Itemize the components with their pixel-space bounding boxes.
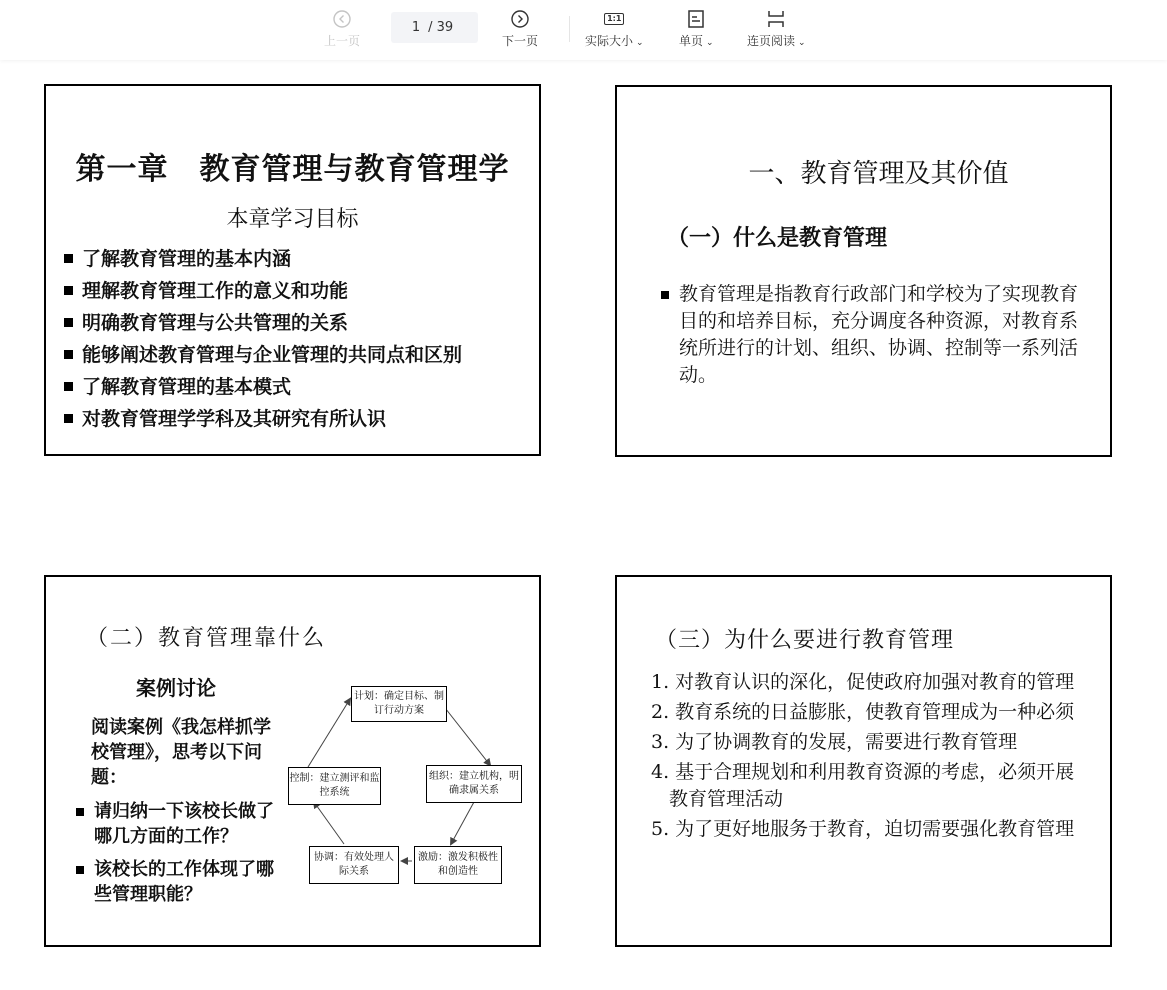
single-page-label: 单页 [679, 34, 704, 48]
slide-1 [44, 84, 541, 456]
bullet-icon [64, 318, 73, 327]
next-page-label: 下一页 [502, 34, 539, 48]
chevron-down-icon: ⌄ [636, 38, 644, 48]
cycle-box-organize: 组织：建立机构，明确隶属关系 [426, 765, 522, 803]
chevron-right-circle-icon [510, 8, 530, 30]
cycle-box-coordinate: 协调：有效处理人际关系 [309, 846, 399, 884]
chevron-left-circle-icon [332, 8, 352, 30]
page-number-field[interactable] [391, 12, 478, 43]
question-item: 该校长的工作体现了哪些管理职能？ [76, 857, 281, 907]
slide-title: （三）为什么要进行教育管理 [655, 628, 955, 653]
cycle-box-control: 控制：建立测评和监控系统 [288, 767, 381, 805]
single-page-button[interactable] [679, 8, 714, 49]
list-item: 5. 为了更好地服务于教育，迫切需要强化教育管理 [651, 818, 1075, 840]
continuous-reading-button[interactable] [747, 8, 806, 49]
management-cycle-arrows [46, 577, 539, 945]
reasons-list [651, 669, 1091, 846]
actual-size-button[interactable] [585, 8, 644, 49]
list-item: 明确教育管理与公共管理的关系 [64, 307, 462, 339]
actual-size-icon: 1:1 [604, 8, 624, 30]
viewer-toolbar [0, 0, 1167, 60]
list-item: 4. 基于合理规划和利用教育资源的考虑，必须开展教育管理活动 [651, 761, 1075, 810]
slide-subtitle: 案例讨论 [136, 676, 216, 700]
slide-2 [615, 85, 1112, 457]
question-item: 请归纳一下该校长做了哪几方面的工作？ [76, 799, 281, 849]
toolbar-divider [569, 16, 570, 42]
list-item: 2. 教育系统的日益膨胀，使教育管理成为一种必须 [651, 701, 1075, 723]
list-item: 能够阐述教育管理与企业管理的共同点和区别 [64, 339, 462, 371]
slide-title: 第一章 教育管理与教育管理学 [75, 152, 510, 187]
slide-3 [44, 575, 541, 947]
slide-subtitle: 本章学习目标 [226, 207, 359, 232]
current-page[interactable]: 1 [411, 20, 421, 35]
list-item: 对教育管理学学科及其研究有所认识 [64, 403, 462, 435]
slide-title: （二）教育管理靠什么 [86, 626, 327, 651]
list-item: 3. 为了协调教育的发展，需要进行教育管理 [651, 731, 1018, 753]
chevron-down-icon: ⌄ [706, 38, 714, 48]
reading-prompt: 阅读案例《我怎样抓学校管理》，思考以下问题： [91, 717, 271, 788]
list-item: 1. 对教育认识的深化，促使政府加强对教育的管理 [651, 671, 1075, 693]
actual-size-label: 实际大小 [585, 34, 634, 48]
continuous-page-icon [766, 8, 786, 30]
bullet-icon [64, 414, 73, 423]
total-pages: / 39 [428, 20, 454, 35]
slide-4 [615, 575, 1112, 947]
bullet-icon [64, 286, 73, 295]
bullet-icon [64, 350, 73, 359]
chevron-down-icon: ⌄ [798, 38, 806, 48]
prev-page-label: 上一页 [324, 34, 361, 48]
slide-title: 一、教育管理及其价值 [748, 159, 1009, 189]
objectives-list [64, 243, 462, 435]
prev-page-button[interactable] [324, 8, 360, 49]
next-page-button[interactable] [502, 8, 538, 49]
slide-subtitle: （一）什么是教育管理 [667, 225, 888, 251]
list-item: 理解教育管理工作的意义和功能 [64, 275, 462, 307]
list-item: 了解教育管理的基本模式 [64, 371, 462, 403]
cycle-box-motivate: 激励：激发积极性和创造性 [414, 846, 502, 884]
definition-paragraph: 教育管理是指教育行政部门和学校为了实现教育目的和培养目标，充分调度各种资源，对教育系统所进行的计划、组织、协调、控制等一系列活动。 [661, 281, 1081, 389]
single-page-icon [687, 8, 705, 30]
continuous-reading-label: 连页阅读 [747, 34, 796, 48]
cycle-box-plan: 计划：确定目标、制订行动方案 [351, 686, 447, 722]
bullet-icon [64, 254, 73, 263]
bullet-icon [64, 382, 73, 391]
list-item: 了解教育管理的基本内涵 [64, 243, 462, 275]
bullet-icon [661, 291, 669, 299]
